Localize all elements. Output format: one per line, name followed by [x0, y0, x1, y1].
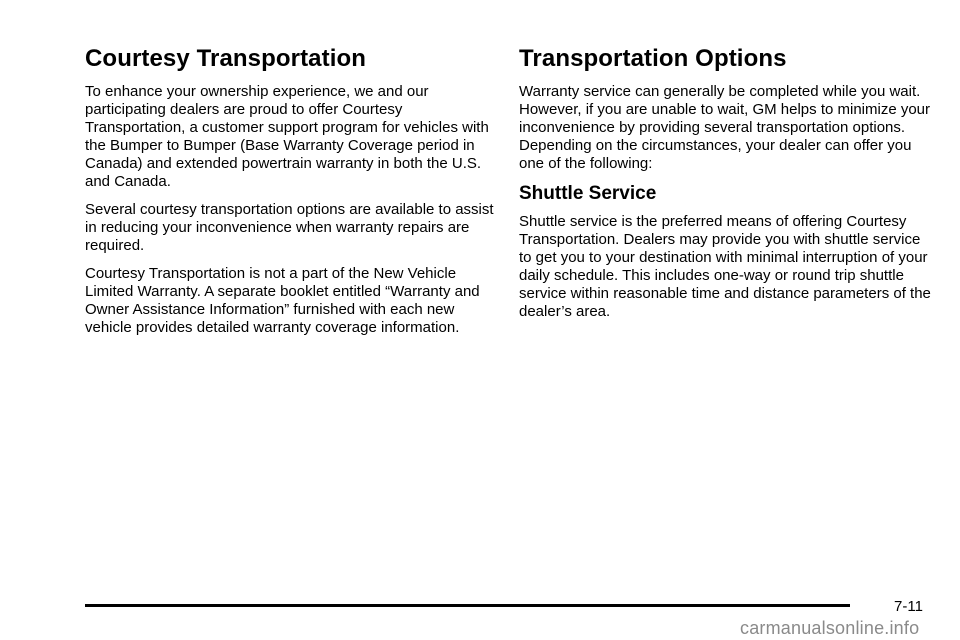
footer-rule [85, 604, 850, 607]
intro-paragraph: To enhance your ownership experience, we and our participating dealers are proud to offer Courtesy Transportation, a customer support program for vehicles with the Bumper to Bumper (Base Warranty Coverage period in Canada) and extended powertrain warranty in both the U.S. and Canada. [85, 83, 489, 190]
shuttle-service-paragraph: Shuttle service is the preferred means of offering Courtesy Transportation. Dealers may provide you with shuttle service to get you to your destination with minimal interruption of your daily schedule. This includes one-way or round trip shuttle service within reasonable time and distance parameters of the dealer’s area. [519, 213, 931, 320]
options-paragraph: Several courtesy transportation options are available to assist in reducing your inconvenience when warranty repairs are required. [85, 201, 494, 254]
page-number: 7-11 [894, 598, 923, 615]
courtesy-transportation-heading: Courtesy Transportation [85, 45, 367, 72]
shuttle-service-heading: Shuttle Service [519, 183, 657, 204]
warranty-paragraph: Courtesy Transportation is not a part of the New Vehicle Limited Warranty. A separate booklet entitled “Warranty and Owner Assistance Information” furnished with each new vehicle provides detailed warranty coverage information. [85, 265, 480, 336]
watermark-text[interactable]: carmanualsonline.info [740, 618, 920, 638]
transportation-options-heading: Transportation Options [519, 45, 787, 72]
transportation-options-paragraph: Warranty service can generally be completed while you wait. However, if you are unable to wait, GM helps to minimize your inconvenience by providing several transportation options. Depending on the circumstances, your dealer can offer you one of the following: [519, 83, 931, 172]
left-column [85, 40, 495, 347]
right-column [519, 40, 931, 331]
